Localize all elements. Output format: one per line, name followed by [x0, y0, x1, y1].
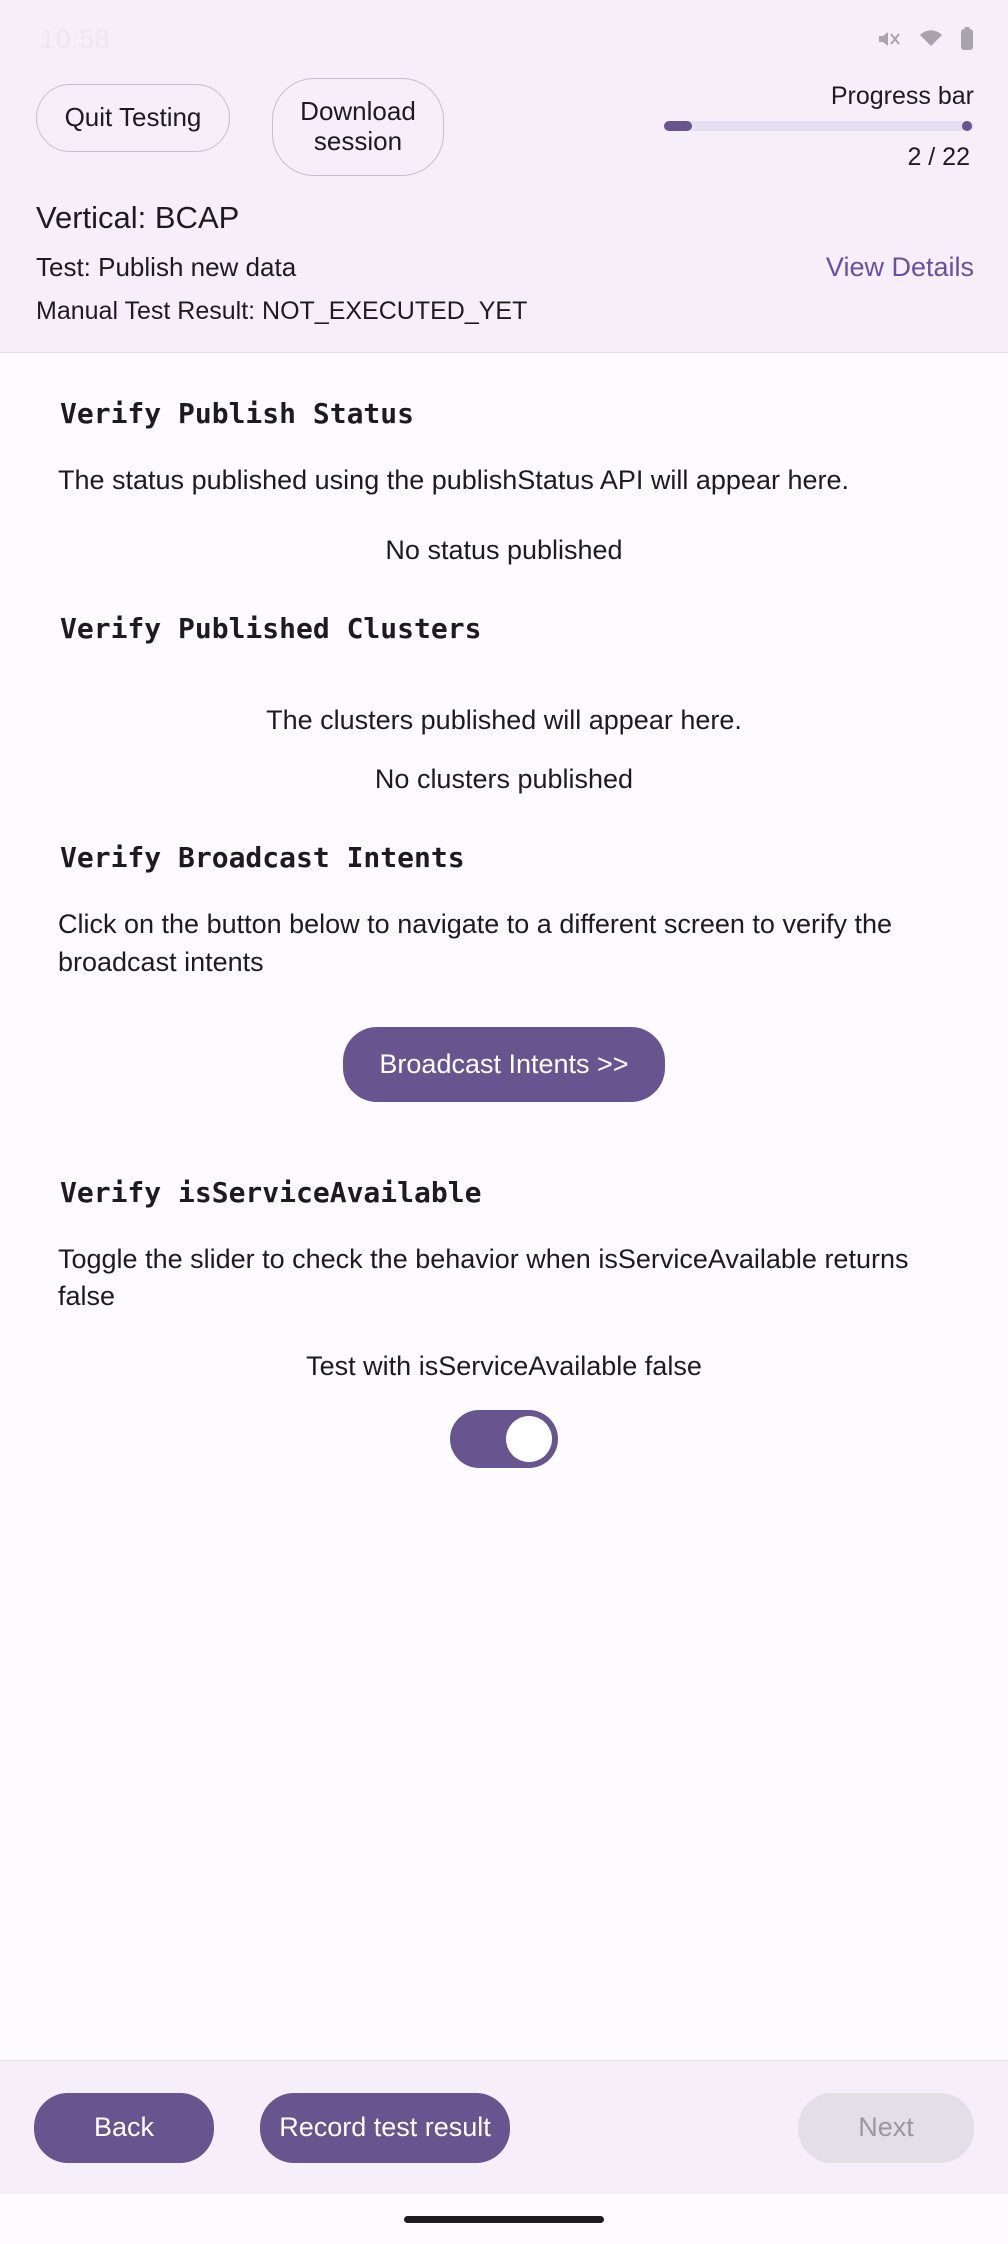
section-heading-publish-status: Verify Publish Status — [60, 397, 415, 430]
publish-status-value: No status published — [385, 535, 623, 566]
publish-status-description: The status published using the publishStatus API will appear here. — [58, 465, 849, 495]
is-service-available-switch-label: Test with isServiceAvailable false — [306, 1351, 702, 1382]
mute-icon — [876, 28, 902, 50]
progress-bar-label: Progress bar — [830, 82, 974, 110]
download-session-button[interactable]: Download session — [272, 78, 444, 176]
test-name: Test: Publish new data — [36, 252, 297, 282]
test-content — [0, 353, 1008, 2060]
published-clusters-description: The clusters published will appear here. — [266, 705, 742, 736]
test-header — [0, 190, 1008, 353]
wifi-icon — [918, 29, 944, 49]
battery-icon — [960, 27, 974, 51]
top-bar — [0, 78, 1008, 190]
published-clusters-value: No clusters published — [374, 764, 634, 795]
status-bar — [0, 0, 1008, 78]
broadcast-intents-description: Click on the button below to navigate to a different screen to verify the broadcast intents — [58, 909, 892, 977]
progress-bar-fill — [664, 121, 692, 131]
progress-count: 2 / 22 — [907, 143, 970, 171]
vertical-title: Vertical: BCAP — [36, 200, 240, 235]
system-navigation-bar — [0, 2194, 1008, 2244]
is-service-available-toggle[interactable] — [450, 1410, 558, 1468]
quit-testing-button[interactable]: Quit Testing — [36, 84, 230, 152]
section-heading-published-clusters: Verify Published Clusters — [60, 612, 482, 646]
view-details-link[interactable]: View Details — [825, 252, 974, 282]
section-heading-broadcast-intents: Verify Broadcast Intents — [60, 841, 465, 875]
is-service-available-description: Toggle the slider to check the behavior when isServiceAvailable returns false — [58, 1243, 909, 1311]
next-button: Next — [798, 2093, 974, 2163]
section-heading-is-service-available: Verify isServiceAvailable — [60, 1175, 482, 1209]
manual-test-result: Manual Test Result: NOT_EXECUTED_YET — [36, 297, 528, 325]
record-test-result-button[interactable]: Record test result — [260, 2093, 510, 2163]
status-time: 10:58 — [40, 23, 111, 54]
progress-bar-end-dot — [962, 121, 972, 131]
bottom-action-bar — [0, 2060, 1008, 2194]
back-button[interactable]: Back — [34, 2093, 214, 2163]
toggle-knob — [506, 1416, 552, 1462]
broadcast-intents-button[interactable]: Broadcast Intents >> — [343, 1027, 664, 1102]
progress-section — [660, 78, 974, 172]
home-handle[interactable] — [404, 2216, 604, 2223]
status-icons — [876, 27, 974, 51]
progress-bar[interactable] — [664, 121, 974, 131]
